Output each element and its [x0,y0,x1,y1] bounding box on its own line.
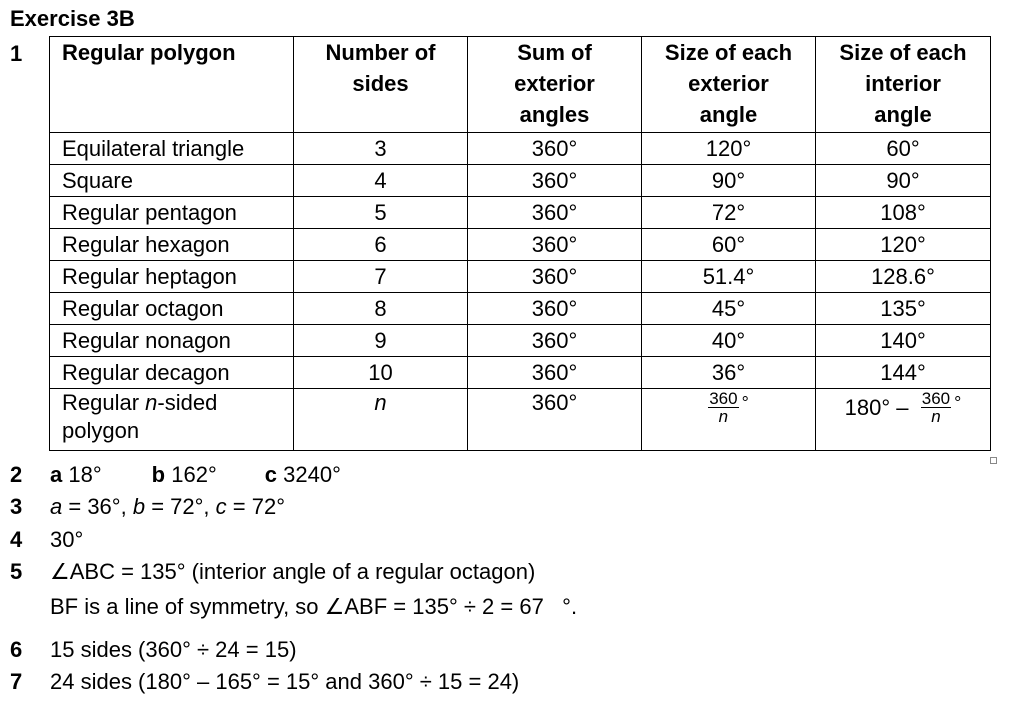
question-number-7: 7 [10,669,23,694]
answer-2: a 18° b 162° c 3240° [50,462,341,487]
answer-7: 24 sides (180° – 165° = 15° and 360° ÷ 15 = 24) [50,669,520,694]
question-number-5: 5 [10,559,23,584]
sum-value: 360° [468,197,642,229]
answer-6: 15 sides (360° ÷ 24 = 15) [50,637,297,662]
interior-value: 108° [816,197,991,229]
table-row-n-sided [50,389,991,451]
sum-value: 360° [468,229,642,261]
sum-value: 360° [468,261,642,293]
sum-value: 360° [468,389,642,451]
header-interior-angle: Size of each interior angle [816,37,991,133]
exterior-value: 36° [642,357,816,389]
sum-value: 360° [468,325,642,357]
header-exterior-angle: Size of each exterior angle [642,37,816,133]
sum-value: 360° [468,293,642,325]
sum-value: 360° [468,133,642,165]
table-row [50,357,991,389]
exterior-value: 51.4° [642,261,816,293]
polygon-name: Square [50,165,294,197]
polygon-name: Regular n-sided polygon [50,389,294,451]
sides-value: 7 [294,261,468,293]
polygon-name: Regular pentagon [50,197,294,229]
table-row [50,229,991,261]
sides-value: 3 [294,133,468,165]
table-header-row [50,37,991,133]
interior-value: 135° [816,293,991,325]
fraction-360-over-n: $\frac{360}{n}$ [921,388,951,426]
exterior-value: 45° [642,293,816,325]
interior-value: 180° – $\frac{360}{n}$ ° [816,389,991,451]
question-number-3: 3 [10,494,23,519]
table-row [50,325,991,357]
exterior-value: $\frac{360}{n}$ ° [642,389,816,451]
header-number-of-sides: Number of sides [294,37,468,133]
polygon-name: Regular nonagon [50,325,294,357]
table-row [50,133,991,165]
table-row [50,197,991,229]
answer-5-line-1: ∠ABC = 135° (interior angle of a regular octagon) [50,559,536,584]
table-row [50,293,991,325]
exterior-value: 72° [642,197,816,229]
question-number-1: 1 [10,41,23,66]
polygon-table [49,36,991,451]
answer-5-line-2: BF is a line of symmetry, so ∠ABF = 135° ÷ 2 = 67 °. [50,594,578,619]
exterior-value: 90° [642,165,816,197]
polygon-name: Regular heptagon [50,261,294,293]
answer-4: 30° [50,527,84,552]
sides-value: 6 [294,229,468,261]
interior-value: 120° [816,229,991,261]
interior-value: 60° [816,133,991,165]
sides-value: 10 [294,357,468,389]
polygon-name: Regular octagon [50,293,294,325]
sum-value: 360° [468,357,642,389]
sum-value: 360° [468,165,642,197]
interior-value: 140° [816,325,991,357]
polygon-name: Regular hexagon [50,229,294,261]
interior-value: 90° [816,165,991,197]
exercise-title: Exercise 3B [10,6,135,31]
sides-value: 9 [294,325,468,357]
question-number-6: 6 [10,637,23,662]
table-resize-handle[interactable] [990,457,997,464]
table-row [50,165,991,197]
answer-3: a = 36°, b = 72°, c = 72° [50,494,285,519]
table-row [50,261,991,293]
question-number-2: 2 [10,462,23,487]
exterior-value: 40° [642,325,816,357]
polygon-name: Equilateral triangle [50,133,294,165]
question-number-4: 4 [10,527,23,552]
fraction-360-over-n: $\frac{360}{n}$ [709,388,738,426]
sides-value: 4 [294,165,468,197]
header-regular-polygon: Regular polygon [50,37,294,133]
sides-value: 8 [294,293,468,325]
interior-value: 128.6° [816,261,991,293]
header-sum-exterior: Sum of exterior angles [468,37,642,133]
sides-value: 5 [294,197,468,229]
exterior-value: 60° [642,229,816,261]
interior-value: 144° [816,357,991,389]
sides-value: n [294,389,468,451]
polygon-name: Regular decagon [50,357,294,389]
exterior-value: 120° [642,133,816,165]
